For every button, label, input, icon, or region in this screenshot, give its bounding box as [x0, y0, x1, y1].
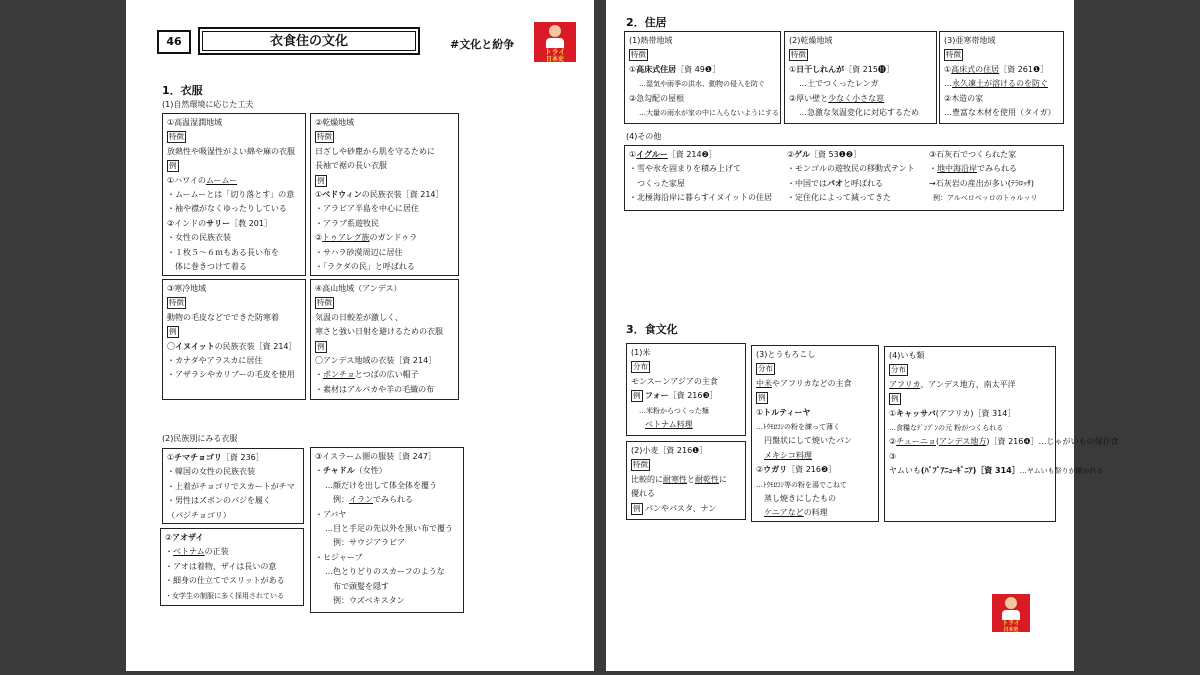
text-line: ゲル — [794, 150, 811, 159]
text-line — [631, 360, 741, 374]
text-line — [889, 363, 1051, 377]
text-line: ベトナム料理 — [645, 420, 693, 430]
text-line: の料理 — [803, 508, 828, 518]
text-line — [889, 464, 1104, 478]
page-left — [126, 0, 594, 671]
text-line: 特徴 — [633, 460, 648, 470]
text-line: …湿気や雨季の洪水、動物の侵入を防ぐ — [639, 80, 765, 89]
text-line: 耐乾性 — [695, 474, 719, 484]
text-line: (ﾊﾟﾌﾟｱﾆｭｰｷﾞﾆｱ)［資 314］ — [920, 466, 1020, 476]
text-line: ［資 236］ — [221, 453, 264, 462]
text-line: ・「ラクダの民」と呼ばれる — [315, 262, 415, 272]
text-line: …急激な気温変化に対応するため — [799, 108, 919, 118]
text-line — [167, 159, 301, 173]
text-line: …ﾄｳﾓﾛｺｼ等の粉を湯でこねて — [756, 480, 847, 489]
text-line: 例 — [633, 391, 641, 401]
text-line: ・ヒジャーブ — [315, 552, 363, 562]
text-line: チャドル — [323, 466, 355, 476]
text-line: 例：アルベロベッロのトゥルッリ — [933, 194, 1038, 203]
text-line: … — [944, 79, 952, 89]
text-line: 優れる — [631, 489, 655, 499]
text-line — [167, 296, 301, 310]
text-line: ② — [165, 533, 173, 542]
text-line: （パジチョゴリ） — [167, 510, 231, 520]
text-line — [756, 362, 874, 376]
text-line: (アフリカ)［資 314］ — [935, 408, 1016, 418]
text-line — [629, 48, 776, 62]
text-line — [315, 296, 454, 310]
text-line: イラン — [349, 495, 373, 505]
text-line — [167, 130, 301, 144]
text-line: ① — [167, 453, 175, 462]
text-line: →石灰岩の産出が多い(ﾃﾗﾛｯｻ) — [929, 178, 1034, 188]
text-line — [315, 464, 459, 478]
text-line: の民族衣装［資 214］ — [214, 341, 297, 351]
text-line: ・アラビア半島を中心に居住 — [315, 204, 419, 214]
text-line: チューニョ — [896, 437, 936, 447]
text-line: アオザイ — [172, 533, 204, 542]
text-line: 日本史 — [545, 56, 564, 62]
text-line: 例：ウズベキスタン — [333, 596, 405, 606]
text-line: ・女学生の制服に多く採用されている — [165, 591, 284, 600]
section-food: 3．食文化 — [626, 323, 678, 336]
text-line: 特徴 — [791, 50, 806, 60]
text-line: サリー — [206, 218, 231, 228]
text-line: ① — [315, 190, 323, 200]
text-line: ［資 216❷］ — [787, 465, 837, 475]
box-dry — [310, 113, 459, 276]
text-line: フォー — [645, 391, 669, 401]
text-line — [789, 48, 932, 62]
text-line: ・素材はアルパカや羊の毛織の布 — [315, 384, 435, 394]
box-rice — [626, 343, 746, 436]
box-subarctic-housing — [939, 31, 1064, 124]
text-line: ［資 49❶］ — [676, 64, 721, 74]
text-line: アンデス地方 — [939, 437, 987, 447]
text-line: ① — [756, 407, 764, 417]
text-line: ② — [315, 233, 323, 243]
text-line: ［資 216❸］ — [668, 391, 718, 401]
hashtag: #文化と紛争 — [450, 38, 515, 51]
text-line: ① — [889, 408, 897, 418]
text-line — [787, 148, 915, 206]
text-line: トルティーヤ — [763, 407, 811, 417]
text-line: 比較的に — [631, 474, 663, 484]
text-line: ・サハラ砂漠周辺に居住 — [315, 247, 403, 257]
text-line — [756, 406, 874, 420]
text-line — [315, 174, 454, 188]
text-line — [631, 458, 741, 472]
text-line: …じゃがいもの保存食 — [1038, 437, 1119, 447]
text-line: …目と手足の先以外を黒い布で覆う — [325, 524, 453, 534]
text-line: …ﾄｳﾓﾛｺｼの粉を練って薄く — [756, 423, 840, 432]
text-line: ・定住化によって減ってきた — [787, 193, 891, 203]
text-line: …食糧なﾃﾞﾝﾌﾟﾝの元 粉がつくられる — [889, 424, 1004, 433]
text-line: 、アンデス地方、南太平洋 — [920, 379, 1016, 389]
text-line: トライ — [1002, 620, 1020, 627]
text-line: …米粉からつくった麺 — [639, 406, 709, 415]
text-line: ベドウィン — [322, 190, 362, 200]
text-line — [631, 444, 741, 458]
box-islamic-clothing — [310, 447, 464, 613]
text-line: やアフリカなどの主食 — [772, 378, 852, 388]
text-line: とつばの広い帽子 — [354, 370, 419, 380]
text-line: ［資 53❶❷］ — [810, 150, 862, 159]
text-line: ① — [944, 64, 952, 74]
text-line — [631, 502, 741, 516]
text-line: ・男性はズボンのパジを履く — [167, 496, 271, 506]
text-line: ・１枚５～６ｍもある長い布を — [167, 247, 279, 257]
page-number: 46 — [157, 30, 191, 54]
text-line: (2)小麦 — [631, 446, 659, 455]
box-highland — [310, 279, 459, 400]
text-line — [787, 148, 915, 162]
text-line — [756, 449, 874, 463]
text-line: ③ — [889, 451, 897, 461]
text-line: （女性） — [354, 466, 387, 476]
text-line: 布で頭髪を隠す — [333, 581, 389, 591]
text-line: イヌイット — [175, 341, 215, 351]
text-line: …ヤムいも祭りが開かれる — [1019, 467, 1104, 476]
text-line: 例：サウジアラビア — [333, 538, 405, 548]
box-tropical-housing — [624, 31, 781, 124]
text-line: イグルー — [636, 150, 668, 159]
text-line — [315, 493, 459, 507]
text-line: 高床式の住居 — [951, 64, 1000, 74]
text-line — [787, 177, 915, 191]
text-line: 動物の毛皮などでできた防寒着 — [167, 312, 279, 322]
text-line — [929, 162, 1038, 176]
text-line — [315, 368, 454, 382]
text-line: 特徴 — [946, 50, 961, 60]
text-line — [756, 391, 874, 405]
text-line: ① — [629, 64, 637, 74]
text-line — [889, 392, 1051, 406]
text-line: と — [687, 474, 695, 484]
text-line: モンスーンアジアの主食 — [631, 376, 718, 386]
text-line: ・ — [929, 164, 937, 174]
text-line: 〇 — [167, 341, 175, 351]
text-line — [315, 188, 454, 202]
text-line: に — [719, 474, 727, 484]
text-line: ムームー — [205, 175, 238, 185]
text-line — [944, 77, 1059, 91]
text-line: ②インドの — [167, 218, 207, 228]
text-line: …色とりどりのスカーフのような — [325, 567, 445, 577]
text-line: ・上着がチョゴリでスカートがチマ — [167, 481, 295, 491]
text-line: 永久凍土が溶けるのを防ぐ — [952, 79, 1048, 89]
text-line: ・北極海沿岸に暮らすイヌイットの住居 — [629, 193, 772, 203]
text-line: パオ — [827, 178, 843, 188]
text-line — [944, 63, 1059, 77]
text-line: 例： — [333, 495, 349, 505]
text-line: …大量の雨水が家の中に入らないようにする — [639, 109, 779, 118]
text-line — [789, 63, 932, 77]
text-line — [889, 378, 1051, 392]
text-line: ・女性の民族衣装 — [167, 233, 231, 243]
text-line: と呼ばれる — [843, 178, 883, 188]
text-line — [789, 92, 932, 106]
text-line — [631, 389, 741, 403]
section-clothing: 1．衣服 — [162, 84, 203, 97]
subsection-ethnic: (2)民族別にみる衣服 — [162, 434, 238, 443]
text-line: ヤムいも — [889, 466, 921, 476]
text-line: ［資 214❷］ — [667, 150, 717, 159]
text-line: ［資 216❶］ — [658, 446, 708, 455]
text-line: チマチョゴリ — [174, 453, 222, 462]
text-line: (2)乾燥地域 — [789, 36, 833, 45]
text-line: ②急勾配の屋根 — [629, 93, 685, 103]
text-line: ②乾燥地域 — [315, 118, 355, 127]
text-line: 日干しれんが — [796, 64, 845, 74]
text-line: ・韓国の女性の民族衣装 — [167, 467, 255, 477]
text-line: でみられる — [977, 164, 1017, 174]
text-line: ・ — [315, 466, 323, 476]
text-line — [629, 148, 772, 206]
text-line — [929, 148, 1038, 206]
text-line: ・カナダやアラスカに居住 — [167, 356, 263, 366]
text-line: の正装 — [204, 547, 229, 557]
box-tubers — [884, 346, 1119, 522]
text-line: 特徴 — [169, 132, 184, 142]
text-line: 日ざしや砂塵から肌を守るために — [315, 146, 435, 156]
text-line — [629, 63, 776, 77]
text-line: 中米 — [756, 378, 772, 388]
text-line: の民族衣装［資 214］ — [361, 190, 444, 200]
logo-icon — [534, 22, 576, 62]
text-line — [167, 451, 299, 465]
text-line: ③イスラーム圏の服装［資 247］ — [315, 452, 436, 461]
section-housing: 2．住居 — [626, 16, 667, 29]
logo-icon-footer — [992, 594, 1030, 632]
box-dry-housing — [784, 31, 937, 124]
text-line — [756, 377, 874, 391]
text-line: 気温の日較差が激しく、 — [315, 312, 403, 322]
text-line: キャッサバ — [896, 408, 936, 418]
text-line: ③寒冷地域 — [167, 284, 207, 293]
text-line: …顔だけを出して体全体を覆う — [325, 480, 437, 490]
text-line: 日本史 — [1003, 627, 1019, 632]
text-line: ウガリ — [763, 465, 788, 475]
text-line: 寒さと強い日射を避けるための衣服 — [315, 327, 443, 337]
box-wheat — [626, 441, 746, 520]
text-line — [889, 435, 1119, 449]
text-line: ② — [889, 437, 897, 447]
page-title — [198, 27, 420, 55]
text-line: ( — [935, 437, 940, 447]
text-line — [167, 325, 301, 339]
text-line — [165, 545, 299, 559]
box-cold — [162, 279, 306, 400]
text-line — [756, 463, 874, 477]
text-line: (1)米 — [631, 348, 651, 357]
text-line: (3)とうもろこし — [756, 350, 816, 359]
text-line — [315, 231, 454, 245]
box-chima-jeogori — [162, 448, 304, 524]
text-line: ・袖や襟がなくゆったりしている — [167, 204, 287, 214]
text-line: つくった家屋 — [637, 178, 685, 188]
text-line: 分布 — [633, 362, 648, 372]
subsection-environment: (1)自然環境に応じた工夫 — [162, 100, 254, 109]
text-line — [167, 217, 301, 231]
text-line: 特徴 — [169, 298, 184, 308]
text-line: 放熱性や吸湿性がよい綿や麻の衣服 — [167, 146, 295, 156]
box-corn — [751, 345, 879, 522]
text-line: ［資 215⓫］ — [844, 64, 894, 74]
text-line: 体に巻きつけて着る — [175, 262, 247, 272]
text-line: ・アオは着物、ザイは長いの意 — [165, 561, 277, 571]
text-line: メキシコ料理 — [764, 450, 812, 460]
text-line: ①ハワイの — [167, 175, 206, 185]
subsection-other: (4)その他 — [626, 132, 662, 141]
text-line: 例 — [891, 394, 899, 404]
text-line — [631, 473, 741, 487]
text-line — [165, 531, 299, 545]
text-line: アフリカ — [889, 379, 921, 389]
text-line — [631, 418, 741, 432]
text-line: ③石灰石でつくられた家 — [929, 150, 1017, 159]
text-line — [315, 130, 454, 144]
text-line: のガンドゥラ — [369, 233, 418, 243]
text-line: ポンチョ — [323, 370, 355, 380]
text-line: 長袖で裾の長い衣服 — [315, 161, 387, 171]
text-line: ・細身の仕立てでスリットがある — [165, 576, 285, 586]
text-line: ・アラブ系遊牧民 — [315, 218, 379, 228]
text-line — [944, 48, 1059, 62]
text-line: ・ムームーとは「切り落とす」の意 — [167, 190, 295, 200]
text-line: 分布 — [758, 364, 773, 374]
text-line: でみられる — [373, 495, 413, 505]
text-line: 少なく小さな窓 — [828, 93, 885, 103]
text-line: 特徴 — [631, 50, 646, 60]
text-line: ④高山地域（アンデス） — [315, 284, 402, 293]
text-line: 蒸し焼きにしたもの — [764, 494, 836, 504]
text-line: ① — [629, 150, 637, 159]
text-line — [315, 340, 454, 354]
text-line: ・雪や氷を固まりを積み上げて — [629, 164, 741, 174]
text-line: 分布 — [891, 365, 906, 375]
text-line — [167, 340, 301, 354]
text-line: パンやパスタ、ナン — [645, 503, 717, 513]
box-humid — [162, 113, 306, 276]
text-line — [167, 174, 301, 188]
text-line: 例 — [633, 503, 641, 513]
text-line: ・ — [315, 370, 323, 380]
text-line: ケニアなど — [764, 508, 804, 518]
text-line: …豊富な木材を使用（タイガ） — [944, 108, 1056, 118]
text-line: (3)亜寒帯地域 — [944, 36, 996, 45]
text-line: トゥアレグ族 — [322, 233, 370, 243]
text-line: 〇アンデス地域の衣装［資 214］ — [315, 356, 437, 366]
text-line: ［資 261❶］ — [999, 64, 1049, 74]
text-line: 例 — [169, 327, 177, 337]
text-line: ②木造の家 — [944, 93, 984, 103]
page-right — [606, 0, 1119, 671]
text-line: 地中海沿岸 — [937, 164, 977, 174]
box-other-housing — [624, 145, 1064, 211]
text-line: 高床式住居 — [636, 64, 677, 74]
text-line: )［資 216❹］ — [986, 437, 1039, 447]
text-line: ・アザラシやカリブーの毛皮を使用 — [167, 370, 295, 380]
text-line: トライ — [544, 48, 566, 56]
text-line: ［教 201］ — [230, 218, 272, 228]
text-line: 例 — [169, 161, 177, 171]
text-line: 特徴 — [317, 298, 332, 308]
text-line: 衣食住の文化 — [202, 31, 416, 51]
text-line: ・アバヤ — [315, 509, 347, 519]
text-line — [629, 148, 772, 162]
text-line — [756, 506, 874, 520]
text-line: ・ — [165, 547, 173, 557]
text-line: 耐寒性 — [663, 474, 687, 484]
text-line: ②厚い壁と — [789, 93, 829, 103]
text-line: 例 — [758, 393, 766, 403]
box-ao-dai — [160, 528, 304, 606]
text-line: …土でつくったレンガ — [799, 79, 879, 89]
text-line: 特徴 — [317, 132, 332, 142]
text-line: ① — [789, 64, 797, 74]
text-line: ・モンゴルの遊牧民の移動式テント — [787, 164, 915, 174]
text-line: 例 — [317, 341, 325, 351]
text-line: ①高温湿潤地域 — [167, 118, 223, 127]
text-line: ベトナム — [173, 547, 205, 557]
text-line: ② — [787, 150, 795, 159]
text-line: ・中国では — [787, 178, 827, 188]
text-line: 例 — [317, 175, 325, 185]
text-line: (4)いも類 — [889, 351, 925, 360]
text-line — [889, 407, 1051, 421]
text-line: (1)熱帯地域 — [629, 36, 673, 45]
text-line: ② — [756, 465, 764, 475]
text-line: 円盤状にして焼いたパン — [764, 436, 852, 446]
